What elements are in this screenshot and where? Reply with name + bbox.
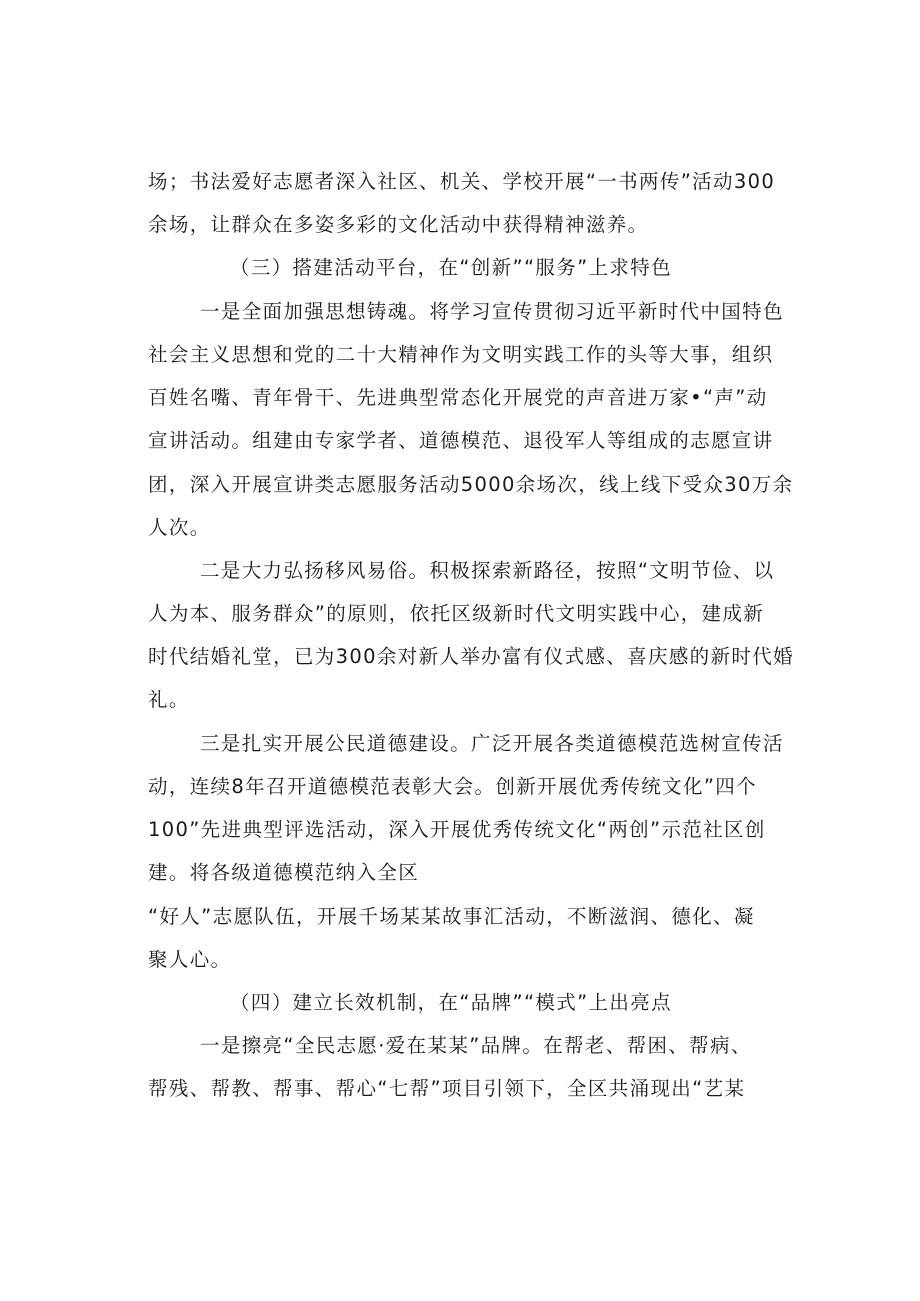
section-heading: （三）搭建活动平台，在“创新”“服务”上求特色 [230, 256, 672, 279]
paragraph-line: 场；书法爱好志愿者深入社区、机关、学校开展“一书两传”活动300 [148, 170, 776, 193]
paragraph-line: 百姓名嘴、青年骨干、先进典型常态化开展党的声音进万家•“声”动 [148, 386, 768, 409]
paragraph-line: 余场，让群众在多姿多彩的文化活动中获得精神滋养。 [148, 213, 649, 236]
paragraph-line: 宣讲活动。组建由专家学者、道德模范、退役军人等组成的志愿宣讲 [148, 429, 774, 452]
paragraph-line: 100”先进典型评选活动，深入开展优秀传统文化“两创”示范社区创 [148, 818, 766, 841]
paragraph-line: 人为本、服务群众”的原则，依托区级新时代文明实践中心，建成新 [148, 602, 765, 625]
paragraph-line: 三是扎实开展公民道德建设。广泛开展各类道德模范选树宣传活 [200, 732, 784, 755]
paragraph-line: 团，深入开展宣讲类志愿服务活动5000余场次，线上线下受众30万余 [148, 473, 794, 496]
paragraph-line: 聚人心。 [148, 948, 232, 971]
paragraph-line: 人次。 [148, 516, 211, 539]
paragraph-line: 礼。 [148, 688, 190, 711]
section-heading: （四）建立长效机制，在“品牌”“模式”上出亮点 [230, 991, 672, 1014]
paragraph-line: 时代结婚礼堂，已为300余对新人举办富有仪式感、喜庆感的新时代婚 [148, 645, 794, 668]
paragraph-line: 一是全面加强思想铸魂。将学习宣传贯彻习近平新时代中国特色 [200, 300, 784, 323]
paragraph-line: 建。将各级道德模范纳入全区 [148, 861, 420, 884]
paragraph-line: “好人”志愿队伍，开展千场某某故事汇活动，不断滋润、德化、凝 [148, 905, 755, 928]
paragraph-line: 帮残、帮教、帮事、帮心“七帮”项目引领下，全区共涌现出“艺某 [148, 1077, 746, 1100]
paragraph-line: 二是大力弘扬移风易俗。积极探索新路径，按照“文明节俭、以 [200, 559, 775, 582]
paragraph-line: 一是擦亮“全民志愿·爱在某某”品牌。在帮老、帮困、帮病、 [200, 1034, 752, 1057]
paragraph-line: 动，连续8年召开道德模范表彰大会。创新开展优秀传统文化”四个 [148, 775, 758, 798]
paragraph-line: 社会主义思想和党的二十大精神作为文明实践工作的头等大事，组织 [148, 343, 774, 366]
